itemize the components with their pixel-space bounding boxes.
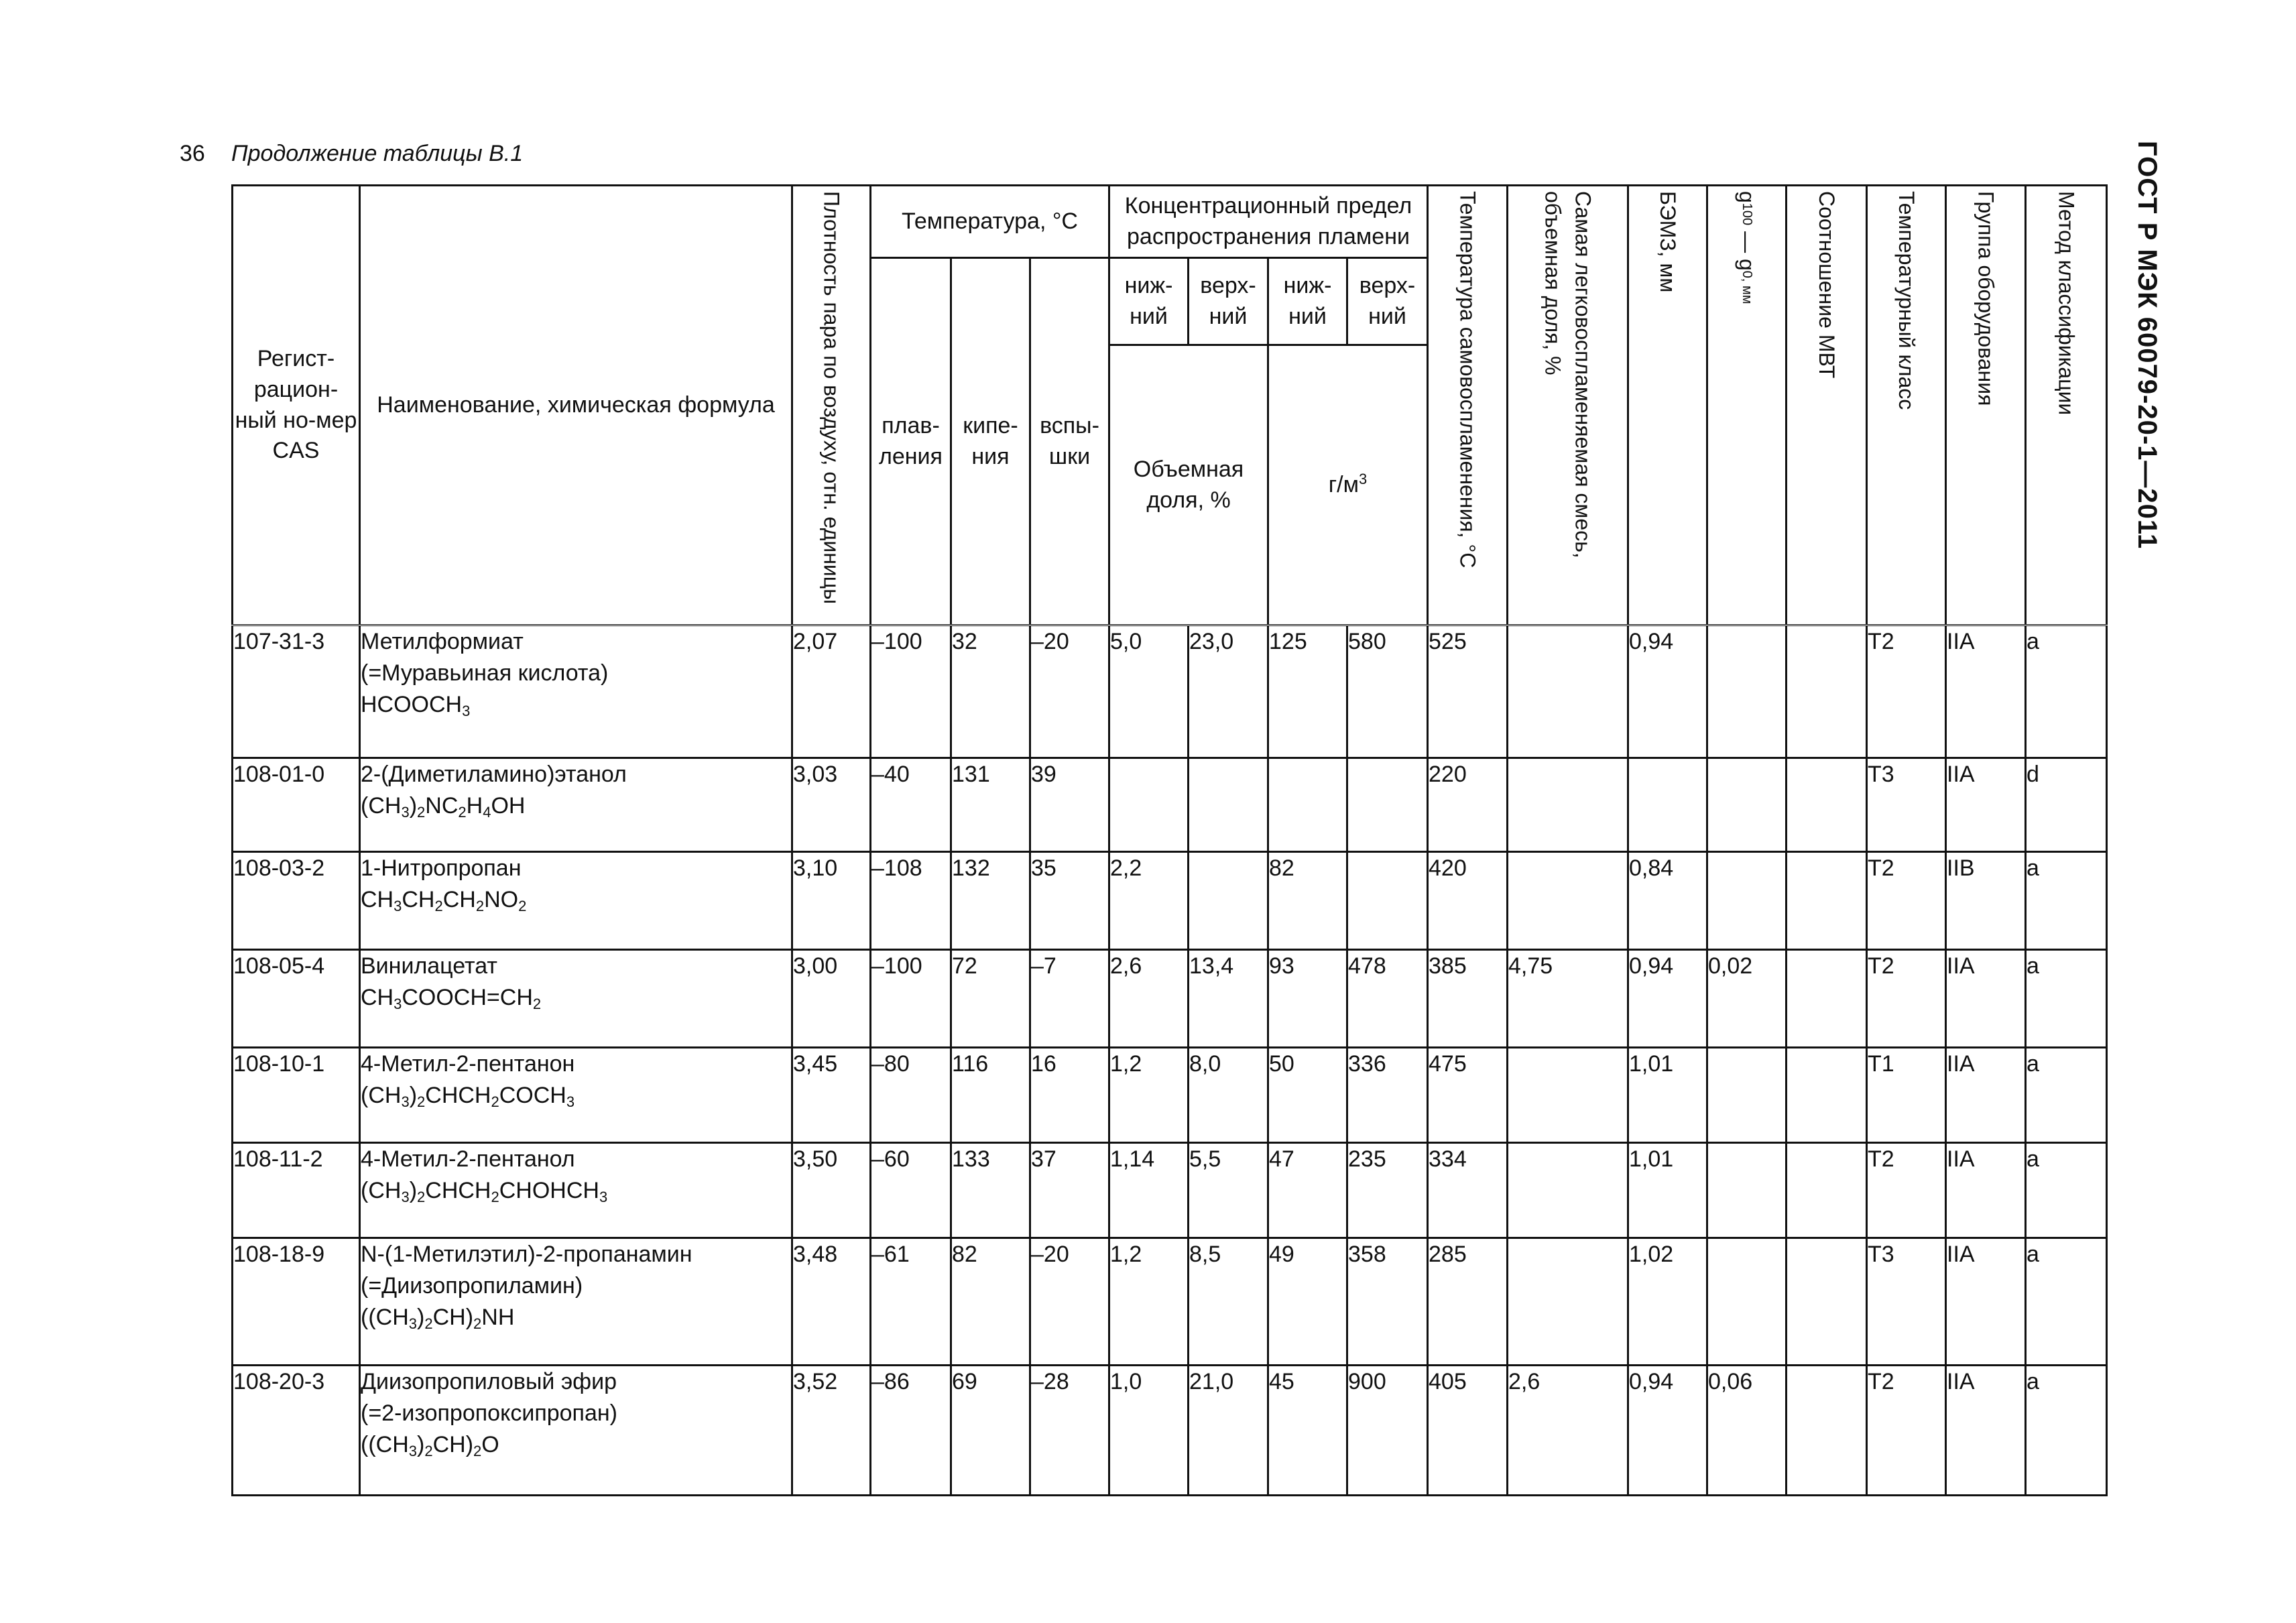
chemical-formula: $(CH_3)_2CHCH_2CHOHCH_3$ <box>361 1177 608 1205</box>
cell-method: a <box>2026 1143 2107 1238</box>
cell-auto: 525 <box>1428 625 1508 758</box>
cell-uv: 23,0 <box>1189 625 1268 758</box>
cell-mesg: 0,84 <box>1628 852 1707 950</box>
cell-flash: 39 <box>1030 758 1109 852</box>
cell-method: a <box>2026 1238 2107 1366</box>
cell-mix <box>1508 1238 1628 1366</box>
cell-lg: 49 <box>1268 1238 1347 1366</box>
cell-mix <box>1508 758 1628 852</box>
header-boiling: кипе-ния <box>951 258 1030 625</box>
name-line: Метилформиат <box>361 629 524 654</box>
header-autoignition: Температура самовоспламенения, °С <box>1428 186 1508 625</box>
cell-boil: 133 <box>951 1143 1030 1238</box>
cas-number: 108-18-9 <box>233 1238 360 1366</box>
cell-mesg: 0,94 <box>1628 1366 1707 1496</box>
cell-flash: 16 <box>1030 1048 1109 1143</box>
name-line: (=Диизопропиламин) <box>361 1272 583 1299</box>
cell-g: 0,02 <box>1707 950 1787 1048</box>
cell-mic <box>1787 1366 1867 1496</box>
cell-mix <box>1508 1143 1628 1238</box>
chemical-formula: $(CH_3)_2NC_2H_4OH$ <box>361 792 526 821</box>
name-line: 2-(Диметиламино)этанол <box>361 762 627 787</box>
chemical-formula: $CH_3CH_2CH_2NO_2$ <box>361 886 527 914</box>
cell-uv: 21,0 <box>1189 1366 1268 1496</box>
cell-tclass: T2 <box>1867 852 1946 950</box>
cell-g <box>1707 758 1787 852</box>
cell-g <box>1707 1143 1787 1238</box>
cell-method: a <box>2026 625 2107 758</box>
cell-boil: 116 <box>951 1048 1030 1143</box>
header-temperature: Температура, °С <box>871 186 1109 258</box>
cell-mic <box>1787 852 1867 950</box>
cell-tclass: T3 <box>1867 1238 1946 1366</box>
cell-mesg: 1,01 <box>1628 1143 1707 1238</box>
cell-flash: 37 <box>1030 1143 1109 1238</box>
cell-lv: 1,0 <box>1109 1366 1189 1496</box>
header-lower-vol: ниж-ний <box>1109 258 1189 345</box>
cell-group: IIA <box>1946 1143 2026 1238</box>
table-row <box>233 1238 2107 1366</box>
substance-name <box>360 852 792 950</box>
cell-uv: 8,0 <box>1189 1048 1268 1143</box>
cell-boil: 82 <box>951 1238 1030 1366</box>
cell-lv: 1,14 <box>1109 1143 1189 1238</box>
cell-group: IIA <box>1946 1366 2026 1496</box>
cell-method: a <box>2026 1366 2107 1496</box>
cell-melt: –100 <box>871 625 951 758</box>
cas-number: 108-11-2 <box>233 1143 360 1238</box>
cell-group: IIA <box>1946 758 2026 852</box>
header-mesg: БЭМЗ, мм <box>1628 186 1707 625</box>
cell-mesg: 1,01 <box>1628 1048 1707 1143</box>
cell-flash: 35 <box>1030 852 1109 950</box>
cell-lv: 2,2 <box>1109 852 1189 950</box>
header-lower-gm3: ниж-ний <box>1268 258 1347 345</box>
cell-density: 3,45 <box>792 1048 871 1143</box>
standard-title: ГОСТ Р МЭК 60079-20-1—2011 <box>2132 141 2162 550</box>
cell-ug <box>1347 852 1428 950</box>
cell-ug: 358 <box>1347 1238 1428 1366</box>
cell-auto: 334 <box>1428 1143 1508 1238</box>
header-melting: плав-ления <box>871 258 951 625</box>
header-upper-gm3: верх-ний <box>1347 258 1428 345</box>
cell-lg: 93 <box>1268 950 1347 1048</box>
header-method: Метод классификации <box>2026 186 2107 625</box>
cell-group: IIA <box>1946 625 2026 758</box>
header-gm3: $г/м^3$ <box>1268 345 1428 625</box>
cell-uv: 13,4 <box>1189 950 1268 1048</box>
cell-density: 3,48 <box>792 1238 871 1366</box>
chemical-formula: $CH_3COOCH=CH_2$ <box>361 984 542 1012</box>
cell-mic <box>1787 1143 1867 1238</box>
cell-density: 2,07 <box>792 625 871 758</box>
cas-number: 108-01-0 <box>233 758 360 852</box>
cas-number: 108-20-3 <box>233 1366 360 1496</box>
cell-g <box>1707 852 1787 950</box>
cell-group: IIB <box>1946 852 2026 950</box>
cell-group: IIA <box>1946 1238 2026 1366</box>
header-cas: Регист-рацион-ный но-мер CAS <box>233 186 360 625</box>
chemical-formula: $HCOOCH_3$ <box>361 691 471 719</box>
cell-mic <box>1787 758 1867 852</box>
cell-uv: 8,5 <box>1189 1238 1268 1366</box>
name-line: Диизопропиловый эфир <box>361 1369 617 1394</box>
cas-number: 108-05-4 <box>233 950 360 1048</box>
cell-tclass: T2 <box>1867 1143 1946 1238</box>
chemical-formula: $((CH_3)_2CH)_2NH$ <box>361 1304 515 1332</box>
cell-lg: 50 <box>1268 1048 1347 1143</box>
name-line: 4-Метил-2-пентанон <box>361 1051 575 1077</box>
cell-g <box>1707 1238 1787 1366</box>
cell-ug: 235 <box>1347 1143 1428 1238</box>
cas-number: 108-10-1 <box>233 1048 360 1143</box>
cell-tclass: T2 <box>1867 950 1946 1048</box>
table-row <box>233 1366 2107 1496</box>
header-temp-class: Температурный класс <box>1867 186 1946 625</box>
cell-boil: 32 <box>951 625 1030 758</box>
table-row <box>233 950 2107 1048</box>
cell-mesg: 0,94 <box>1628 950 1707 1048</box>
cell-uv: 5,5 <box>1189 1143 1268 1238</box>
cell-uv <box>1189 852 1268 950</box>
cell-mix <box>1508 852 1628 950</box>
cas-number: 107-31-3 <box>233 625 360 758</box>
cell-ug: 900 <box>1347 1366 1428 1496</box>
cell-flash: –20 <box>1030 1238 1109 1366</box>
cell-mic <box>1787 1238 1867 1366</box>
cell-boil: 69 <box>951 1366 1030 1496</box>
substance-name <box>360 758 792 852</box>
header-g-difference: g100 — g0, мм <box>1707 186 1787 625</box>
header-density: Плотность пара по воздуху, отн. единицы <box>792 186 871 625</box>
cell-lv: 1,2 <box>1109 1238 1189 1366</box>
standard-header <box>2132 141 2192 556</box>
cell-melt: –100 <box>871 950 951 1048</box>
cell-lv: 1,2 <box>1109 1048 1189 1143</box>
cell-lv <box>1109 758 1189 852</box>
name-line: N-(1-Метилэтил)-2-пропанамин <box>361 1242 692 1267</box>
cell-flash: –7 <box>1030 950 1109 1048</box>
cell-melt: –61 <box>871 1238 951 1366</box>
substance-name <box>360 950 792 1048</box>
substance-name <box>360 1143 792 1238</box>
cell-mix <box>1508 625 1628 758</box>
table-row <box>233 1143 2107 1238</box>
substance-name <box>360 1238 792 1366</box>
cell-auto: 405 <box>1428 1366 1508 1496</box>
table-caption: Продолжение таблицы В.1 <box>231 141 524 166</box>
cell-melt: –108 <box>871 852 951 950</box>
cell-auto: 385 <box>1428 950 1508 1048</box>
cell-ug: 478 <box>1347 950 1428 1048</box>
chemical-formula: $(CH_3)_2CHCH_2COCH_3$ <box>361 1082 575 1110</box>
data-table <box>231 184 2108 1496</box>
table-row <box>233 758 2107 852</box>
cell-melt: –60 <box>871 1143 951 1238</box>
name-line: Винилацетат <box>361 953 497 979</box>
table-row <box>233 1048 2107 1143</box>
cell-tclass: T2 <box>1867 625 1946 758</box>
cell-mesg: 1,02 <box>1628 1238 1707 1366</box>
cell-melt: –40 <box>871 758 951 852</box>
substance-name <box>360 1048 792 1143</box>
cell-auto: 220 <box>1428 758 1508 852</box>
substance-name <box>360 1366 792 1496</box>
header-equipment-group: Группа оборудования <box>1946 186 2026 625</box>
cell-method: a <box>2026 950 2107 1048</box>
cell-tclass: T1 <box>1867 1048 1946 1143</box>
cas-number: 108-03-2 <box>233 852 360 950</box>
header-limits: Концентрационный предел распространения пламени <box>1109 186 1428 258</box>
header-name: Наименование, химическая формула <box>360 186 792 625</box>
header-mic-ratio: Соотношение МВТ <box>1787 186 1867 625</box>
cell-density: 3,50 <box>792 1143 871 1238</box>
cell-method: a <box>2026 1048 2107 1143</box>
cell-lg: 47 <box>1268 1143 1347 1238</box>
name-line: 4-Метил-2-пентанол <box>361 1146 575 1172</box>
cell-method: d <box>2026 758 2107 852</box>
cell-auto: 420 <box>1428 852 1508 950</box>
table-row <box>233 852 2107 950</box>
name-line: (=Муравьиная кислота) <box>361 660 609 686</box>
cell-lg <box>1268 758 1347 852</box>
cell-mix <box>1508 1048 1628 1143</box>
header-upper-vol: верх-ний <box>1189 258 1268 345</box>
cell-ug <box>1347 758 1428 852</box>
cell-mesg: 0,94 <box>1628 625 1707 758</box>
cell-mic <box>1787 950 1867 1048</box>
cell-uv <box>1189 758 1268 852</box>
cell-flash: –20 <box>1030 625 1109 758</box>
cell-auto: 285 <box>1428 1238 1508 1366</box>
cell-lg: 45 <box>1268 1366 1347 1496</box>
cell-density: 3,52 <box>792 1366 871 1496</box>
cell-ug: 336 <box>1347 1048 1428 1143</box>
name-line: (=2-изопропоксипропан) <box>361 1400 617 1426</box>
cell-mesg <box>1628 758 1707 852</box>
cell-density: 3,03 <box>792 758 871 852</box>
cell-density: 3,00 <box>792 950 871 1048</box>
cell-lg: 82 <box>1268 852 1347 950</box>
page-number: 36 <box>180 141 205 166</box>
cell-boil: 132 <box>951 852 1030 950</box>
header-vol-fraction: Объемная доля, % <box>1109 345 1268 625</box>
cell-tclass: T3 <box>1867 758 1946 852</box>
cell-auto: 475 <box>1428 1048 1508 1143</box>
cell-g: 0,06 <box>1707 1366 1787 1496</box>
cell-mic <box>1787 625 1867 758</box>
cell-boil: 72 <box>951 950 1030 1048</box>
cell-g <box>1707 1048 1787 1143</box>
cell-density: 3,10 <box>792 852 871 950</box>
chemical-formula: $((CH_3)_2CH)_2O$ <box>361 1431 499 1459</box>
cell-flash: –28 <box>1030 1366 1109 1496</box>
cell-tclass: T2 <box>1867 1366 1946 1496</box>
cell-mix: 2,6 <box>1508 1366 1628 1496</box>
table-row <box>233 625 2107 758</box>
cell-mic <box>1787 1048 1867 1143</box>
cell-lv: 2,6 <box>1109 950 1189 1048</box>
cell-boil: 131 <box>951 758 1030 852</box>
cell-group: IIA <box>1946 1048 2026 1143</box>
name-line: 1-Нитропропан <box>361 855 522 881</box>
cell-lv: 5,0 <box>1109 625 1189 758</box>
cell-melt: –86 <box>871 1366 951 1496</box>
cell-group: IIA <box>1946 950 2026 1048</box>
cell-melt: –80 <box>871 1048 951 1143</box>
cell-method: a <box>2026 852 2107 950</box>
cell-ug: 580 <box>1347 625 1428 758</box>
header-flash: вспы-шки <box>1030 258 1109 625</box>
header-flammable-mix: Самая легковоспламеняемая смесь, объемная доля, % <box>1508 186 1628 625</box>
cell-lg: 125 <box>1268 625 1347 758</box>
substance-name <box>360 625 792 758</box>
cell-mix: 4,75 <box>1508 950 1628 1048</box>
cell-g <box>1707 625 1787 758</box>
